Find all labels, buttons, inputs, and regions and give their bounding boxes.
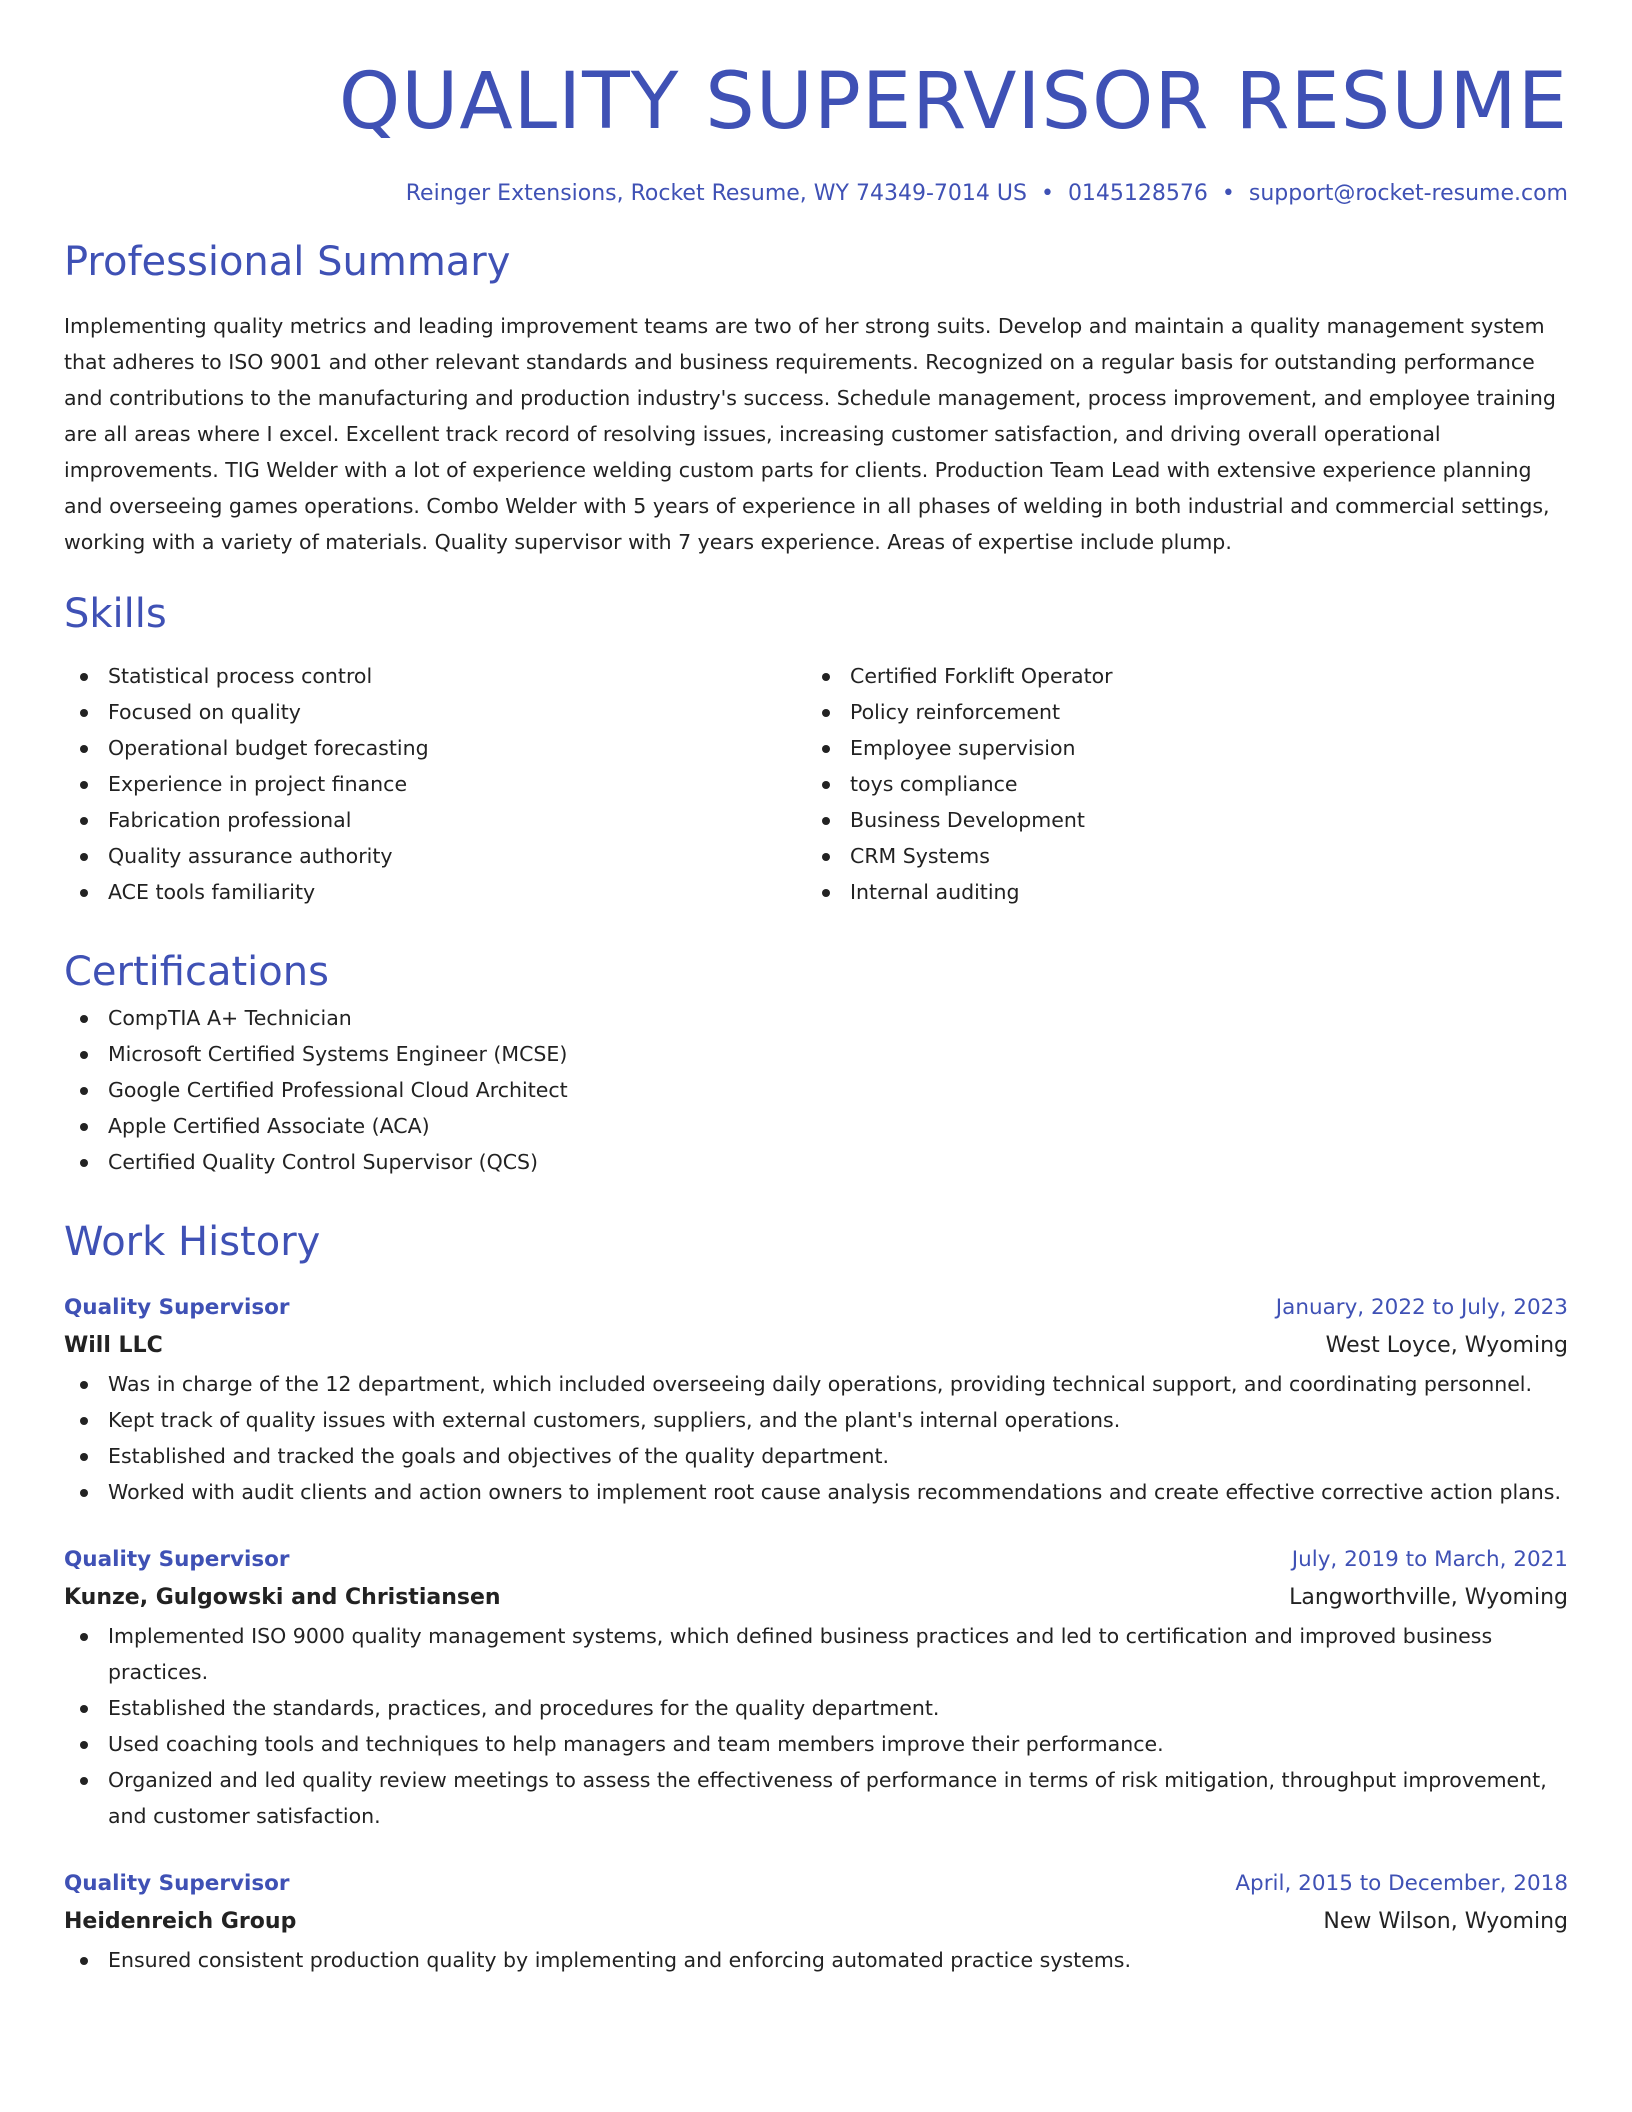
- job-company-row: [64, 1326, 1568, 1366]
- job-company-row: [64, 1578, 1568, 1618]
- skill-item: ACE tools familiarity: [64, 874, 806, 910]
- job-duty-item: Worked with audit clients and action owners to implement root cause analysis recommendations and create effective corrective action plans.: [64, 1474, 1568, 1510]
- job-duty-item: Established the standards, practices, and procedures for the quality department.: [64, 1690, 1568, 1726]
- skill-item: Focused on quality: [64, 694, 806, 730]
- skill-item: CRM Systems: [806, 838, 1548, 874]
- job-company: Heidenreich Group: [64, 1909, 297, 1934]
- contact-separator: •: [1221, 181, 1235, 206]
- job-title-row: [64, 1290, 1568, 1326]
- job-entry: [64, 1542, 1568, 1834]
- contact-email[interactable]: support@rocket-resume.com: [1248, 181, 1568, 206]
- skill-item: Internal auditing: [806, 874, 1548, 910]
- contact-line: [64, 178, 1568, 210]
- certification-item: Apple Certified Associate (ACA): [64, 1108, 1568, 1144]
- resume-title: QUALITY SUPERVISOR RESUME: [338, 57, 1568, 147]
- job-title-row: [64, 1866, 1568, 1902]
- contact-phone: 0145128576: [1067, 181, 1208, 206]
- resume-header: [64, 0, 1568, 210]
- job-company-row: [64, 1902, 1568, 1942]
- certification-item: Microsoft Certified Systems Engineer (MCSE): [64, 1036, 1568, 1072]
- job-duty-item: Kept track of quality issues with external customers, suppliers, and the plant's internal operations.: [64, 1402, 1568, 1438]
- skill-item: Operational budget forecasting: [64, 730, 806, 766]
- certifications-list: [64, 1000, 1568, 1180]
- job-duty-item: Established and tracked the goals and objectives of the quality department.: [64, 1438, 1568, 1474]
- job-duties-list: [64, 1366, 1568, 1510]
- job-title: Quality Supervisor: [64, 1295, 290, 1320]
- job-dates: July, 2019 to March, 2021: [1291, 1547, 1568, 1572]
- skills-columns: [64, 658, 1568, 910]
- certification-item: CompTIA A+ Technician: [64, 1000, 1568, 1036]
- skill-item: Experience in project finance: [64, 766, 806, 802]
- section-heading-skills: Skills: [64, 591, 167, 637]
- skill-item: Quality assurance authority: [64, 838, 806, 874]
- job-title: Quality Supervisor: [64, 1871, 290, 1896]
- section-heading-summary: Professional Summary: [64, 239, 511, 285]
- job-duties-list: [64, 1618, 1568, 1834]
- job-dates: January, 2022 to July, 2023: [1275, 1295, 1568, 1320]
- job-entry: [64, 1290, 1568, 1510]
- job-title-row: [64, 1542, 1568, 1578]
- job-duty-item: Implemented ISO 9000 quality management systems, which defined business practices and led to certification and improved business practices.: [64, 1618, 1568, 1690]
- skills-column-right: [806, 658, 1548, 910]
- summary-text: Implementing quality metrics and leading improvement teams are two of her strong suits. Develop and maintain a quality management system that adheres to ISO 9001 and other relevant standards and business requirements. Recognized on a regular basis for outstanding performance and contributions to the manufacturing and production industry's success. Schedule management, process improvement, and employee training are all areas where I excel. Excellent track record of resolving issues, increasing customer satisfaction, and driving overall operational improvements. TIG Welder with a lot of experience welding custom parts for clients. Production Team Lead with extensive experience planning and overseeing games operations. Combo Welder with 5 years of experience in all phases of welding in both industrial and commercial settings, working with a variety of materials. Quality supervisor with 7 years experience. Areas of expertise include plump.: [64, 314, 1556, 554]
- certification-item: Certified Quality Control Supervisor (QCS): [64, 1144, 1568, 1180]
- skills-list-left: [64, 658, 806, 910]
- professional-summary-section: [64, 234, 1568, 560]
- job-company: Kunze, Gulgowski and Christiansen: [64, 1585, 501, 1610]
- job-duty-item: Used coaching tools and techniques to help managers and team members improve their performance.: [64, 1726, 1568, 1762]
- skill-item: Statistical process control: [64, 658, 806, 694]
- job-location: Langworthville, Wyoming: [1289, 1585, 1568, 1610]
- certifications-section: [64, 944, 1568, 1180]
- job-duty-item: Was in charge of the 12 department, which included overseeing daily operations, providing technical support, and coordinating personnel.: [64, 1366, 1568, 1402]
- section-heading-certifications: Certifications: [64, 949, 329, 995]
- resume-page: [64, 0, 1568, 1978]
- job-duty-item: Organized and led quality review meetings to assess the effectiveness of performance in terms of risk mitigation, throughput improvement, and customer satisfaction.: [64, 1762, 1568, 1834]
- job-company: Will LLC: [64, 1333, 163, 1358]
- job-entry: [64, 1866, 1568, 1978]
- job-location: New Wilson, Wyoming: [1323, 1909, 1568, 1934]
- skill-item: toys compliance: [806, 766, 1548, 802]
- skill-item: Fabrication professional: [64, 802, 806, 838]
- job-dates: April, 2015 to December, 2018: [1235, 1871, 1568, 1896]
- contact-address: Reinger Extensions, Rocket Resume, WY 74349-7014 US: [405, 181, 1027, 206]
- work-history-section: [64, 1214, 1568, 1978]
- job-duty-item: Ensured consistent production quality by implementing and enforcing automated practice systems.: [64, 1942, 1568, 1978]
- job-location: West Loyce, Wyoming: [1325, 1333, 1568, 1358]
- skill-item: Policy reinforcement: [806, 694, 1548, 730]
- job-duties-list: [64, 1942, 1568, 1978]
- skills-column-left: [64, 658, 806, 910]
- skills-section: [64, 586, 1568, 910]
- job-title: Quality Supervisor: [64, 1547, 290, 1572]
- certification-item: Google Certified Professional Cloud Architect: [64, 1072, 1568, 1108]
- skill-item: Employee supervision: [806, 730, 1548, 766]
- skill-item: Business Development: [806, 802, 1548, 838]
- skills-list-right: [806, 658, 1548, 910]
- contact-separator: •: [1040, 181, 1054, 206]
- section-heading-work-history: Work History: [64, 1219, 321, 1265]
- skill-item: Certified Forklift Operator: [806, 658, 1548, 694]
